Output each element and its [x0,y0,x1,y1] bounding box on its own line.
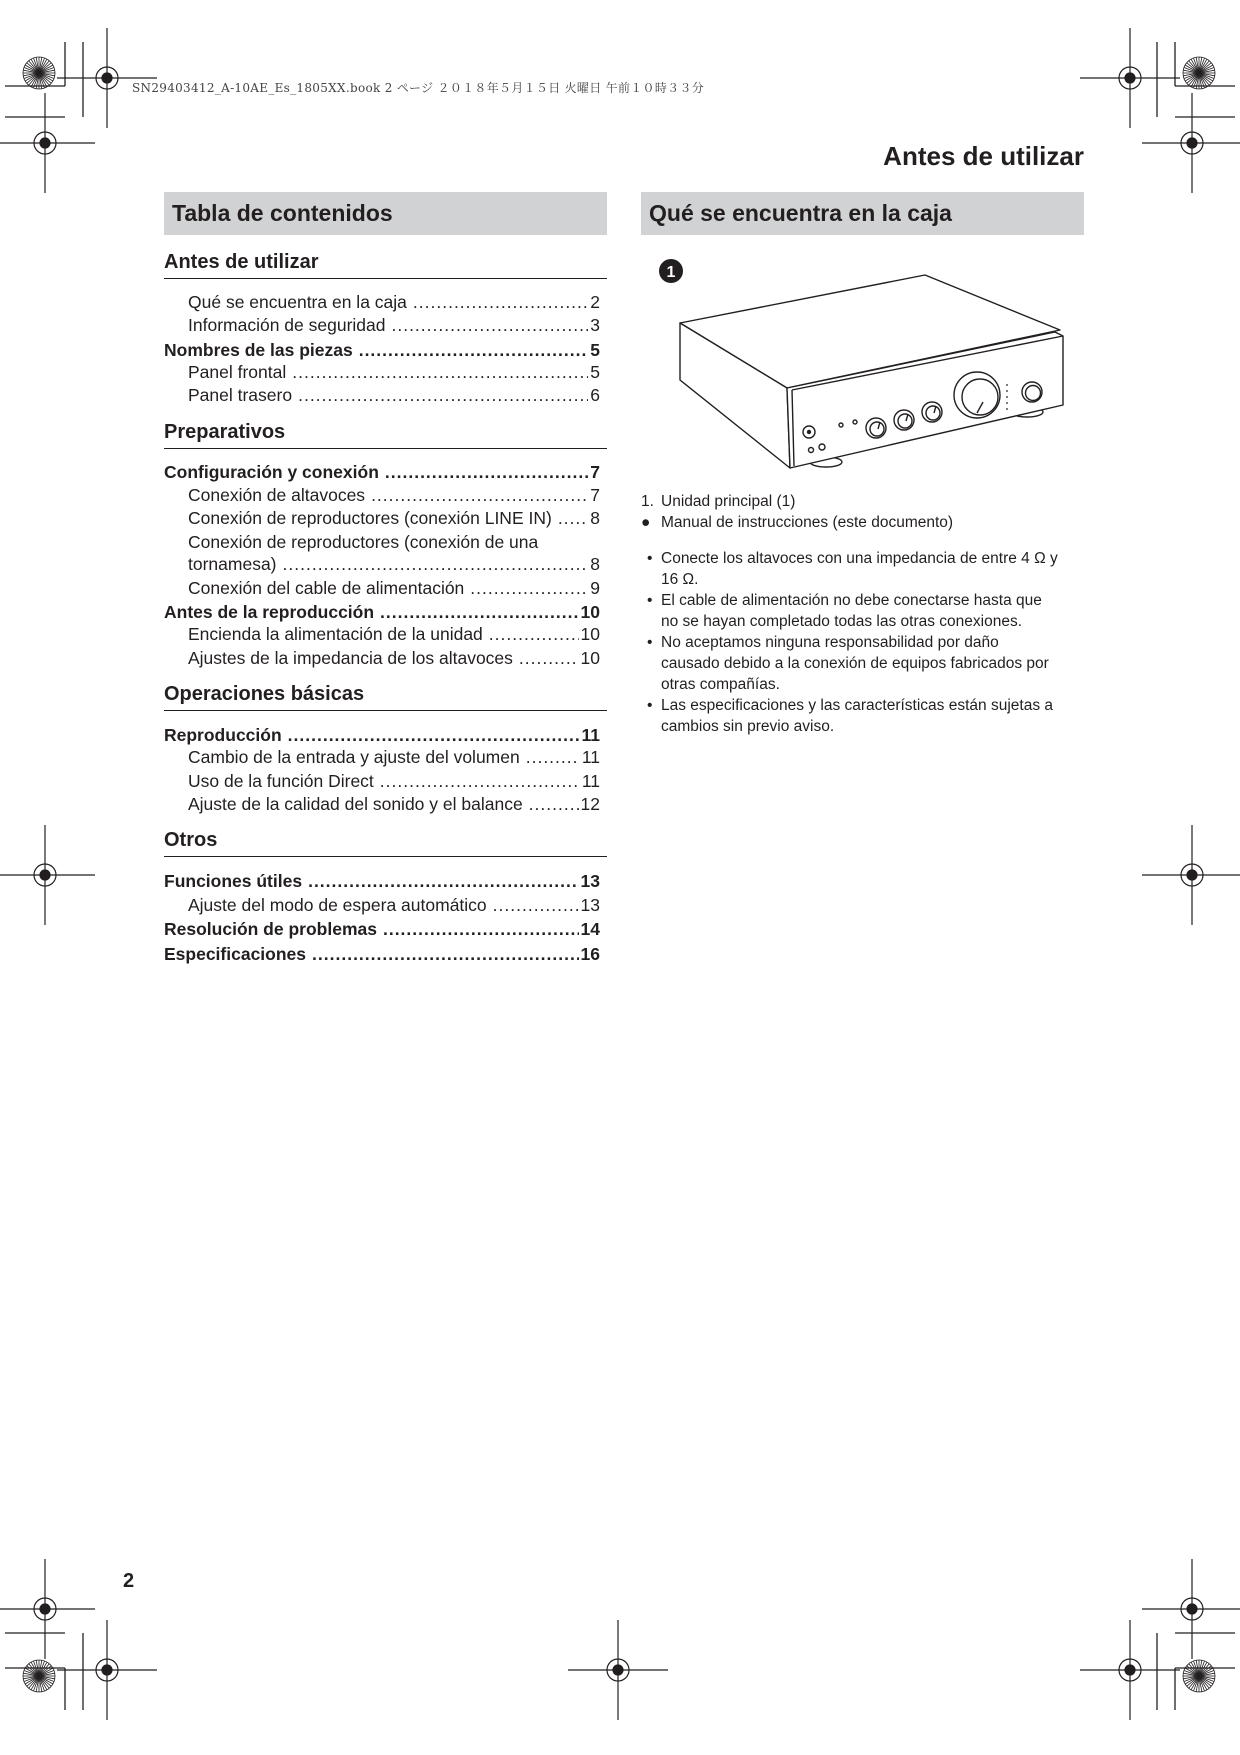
bullet-icon: • [647,634,653,651]
toc-entry-label: Panel trasero [188,385,293,405]
toc-entry-label: Conexión del cable de alimentación [188,578,465,598]
toc-entry[interactable] [188,384,600,406]
toc-entry[interactable] [188,746,600,768]
toc-entry-label: Funciones útiles [164,871,303,891]
toc-entry-label: Cambio de la entrada y ajuste del volumen [188,747,520,767]
toc-heading: Tabla de contenidos [164,192,607,235]
toc-entry[interactable] [164,339,600,361]
toc-entry-label: Antes de la reproducción [164,602,375,622]
toc-page-number: 2 [590,292,600,312]
registration-crosshair-icon [1142,93,1240,193]
toc-page-number: 10 [580,624,600,644]
print-job-line: SN29403412_A-10AE_Es_1805XX.book 2 ページ ２０１８年５月１５日 火曜日 午前１０時３３分 [132,81,705,95]
note-text: Conecte los altavoces con una impedancia de entre 4 Ω y [661,550,1058,567]
toc-entry-label: Reproducción [164,725,282,745]
toc-page-number: 9 [590,578,600,598]
toc-entry-label: Panel frontal [188,362,287,382]
note-item [641,632,1086,695]
dot-leader [529,793,579,815]
dot-leader [558,507,588,529]
in-box-heading: Qué se encuentra en la caja [641,192,1084,235]
color-target-starburst-icon [23,1660,55,1692]
toc-page-number: 11 [581,771,600,791]
dot-leader [288,724,580,746]
toc-entry[interactable] [164,918,600,940]
bullet-icon: • [647,550,653,567]
toc-section-heading: Otros [164,829,607,857]
dot-leader [519,647,579,669]
toc-page-number: 10 [580,602,600,622]
toc-entry[interactable] [164,724,600,746]
toc-entry[interactable] [188,894,600,916]
toc-entry-label: Qué se encuentra en la caja [188,292,407,312]
note-item [641,590,1086,632]
toc-entry-label: Conexión de reproductores (conexión de una [188,532,539,552]
bullet-icon: • [647,592,653,609]
toc-entry[interactable] [188,647,600,669]
registration-crosshair-icon [57,28,157,128]
item-text: Manual de instrucciones (este documento) [661,514,954,531]
toc-entry[interactable] [188,507,600,529]
dot-leader [283,553,589,575]
note-text: El cable de alimentación no debe conectarse hasta que [661,592,1042,609]
dot-leader [526,746,580,768]
toc-entry[interactable] [164,461,600,483]
toc-entry-label: Encienda la alimentación de la unidad [188,624,483,644]
toc-entry[interactable] [164,870,600,892]
note-text: No aceptamos ninguna responsabilidad por daño [661,634,999,651]
note-text: 16 Ω. [661,571,699,588]
bullet-icon: • [647,697,653,714]
color-target-starburst-icon [1183,57,1215,89]
toc-page-number: 7 [590,485,600,505]
item-marker: 1. [641,493,654,510]
toc-entry[interactable] [164,601,600,623]
toc-page-number: 16 [580,944,600,964]
registration-crosshair-icon [1080,1620,1180,1720]
toc-page-number: 13 [580,871,600,891]
toc-entry-label: Información de seguridad [188,315,386,335]
dot-leader [383,918,579,940]
dot-leader [380,770,580,792]
toc-section-heading: Antes de utilizar [164,251,607,279]
toc-entry-label: Ajuste de la calidad del sonido y el balance [188,794,523,814]
color-target-starburst-icon [1183,1660,1215,1692]
dot-leader [385,461,588,483]
note-text: cambios sin previo aviso. [661,718,835,735]
toc-entry[interactable] [188,793,600,815]
toc-entry[interactable] [188,770,600,792]
dot-leader [489,623,579,645]
item-marker: ● [641,514,651,531]
toc-page-number: 5 [590,362,600,382]
toc-page-number: 7 [590,462,600,482]
note-item [641,695,1086,737]
toc-page-number: 11 [581,725,600,745]
amplifier-illustration [640,250,1100,480]
page-title: Antes de utilizar [883,141,1084,171]
registration-crosshair-icon [1080,28,1180,128]
in-box-item [641,512,1086,533]
registration-crosshair-icon [0,93,95,193]
note-text: no se hayan completado todas las otras conexiones. [661,613,1023,630]
toc-entry[interactable] [188,314,600,336]
registration-crosshair-icon [57,1620,157,1720]
dot-leader [380,601,578,623]
registration-crosshair-icon [568,1620,668,1720]
dot-leader [391,314,588,336]
dot-leader [470,577,588,599]
toc-page-number: 10 [580,648,600,668]
note-text: otras compañías. [661,676,780,693]
dot-leader [308,870,578,892]
in-box-item [641,491,1086,512]
toc-page-number: 11 [581,747,600,767]
toc-entry[interactable] [188,623,600,645]
color-target-starburst-icon [23,57,55,89]
dot-leader [298,384,588,406]
toc-section-heading: Preparativos [164,421,607,449]
toc-entry-label: Ajuste del modo de espera automático [188,895,487,915]
toc-entry-label: tornamesa) [188,554,277,574]
toc-entry-label: Configuración y conexión [164,462,379,482]
toc-page-number: 3 [590,315,600,335]
registration-crosshair-icon [1142,1559,1240,1659]
dot-leader [493,894,579,916]
dot-leader [413,291,588,313]
toc-entry-label: Especificaciones [164,944,307,964]
toc-page-number: 8 [590,554,600,574]
toc-page-number: 12 [580,794,600,814]
toc-entry[interactable] [188,553,600,575]
toc-entry-label: Nombres de las piezas [164,340,353,360]
figure-badge: 1 [666,264,676,281]
registration-crosshair-icon [0,825,95,925]
note-item [641,548,1086,590]
toc-entry-line[interactable] [188,531,600,553]
toc-entry-label: Ajustes de la impedancia de los altavoces [188,648,513,668]
dot-leader [312,943,579,965]
toc-entry-label: Conexión de altavoces [188,485,366,505]
dot-leader [371,484,588,506]
toc-page-number: 13 [580,895,600,915]
toc-entry-label: Resolución de problemas [164,919,377,939]
page-number: 2 [123,1570,135,1592]
registration-crosshair-icon [1142,825,1240,925]
toc-page-number: 8 [590,508,600,528]
toc-entry[interactable] [188,361,600,383]
toc-page-number: 5 [590,340,600,360]
toc-section-heading: Operaciones básicas [164,683,607,711]
toc-entry[interactable] [188,577,600,599]
registration-crosshair-icon [0,1559,95,1659]
toc-page-number: 14 [580,919,600,939]
note-text: Las especificaciones y las características están sujetas a [661,697,1053,714]
toc-entry[interactable] [164,943,600,965]
toc-entry-label: Uso de la función Direct [188,771,374,791]
toc-entry-label: Conexión de reproductores (conexión LINE IN) [188,508,552,528]
toc-page-number: 6 [590,385,600,405]
toc-entry[interactable] [188,484,600,506]
note-text: causado debido a la conexión de equipos fabricados por [661,655,1049,672]
dot-leader [359,339,589,361]
dot-leader [292,361,588,383]
item-text: Unidad principal (1) [661,493,796,510]
toc-entry[interactable] [188,291,600,313]
